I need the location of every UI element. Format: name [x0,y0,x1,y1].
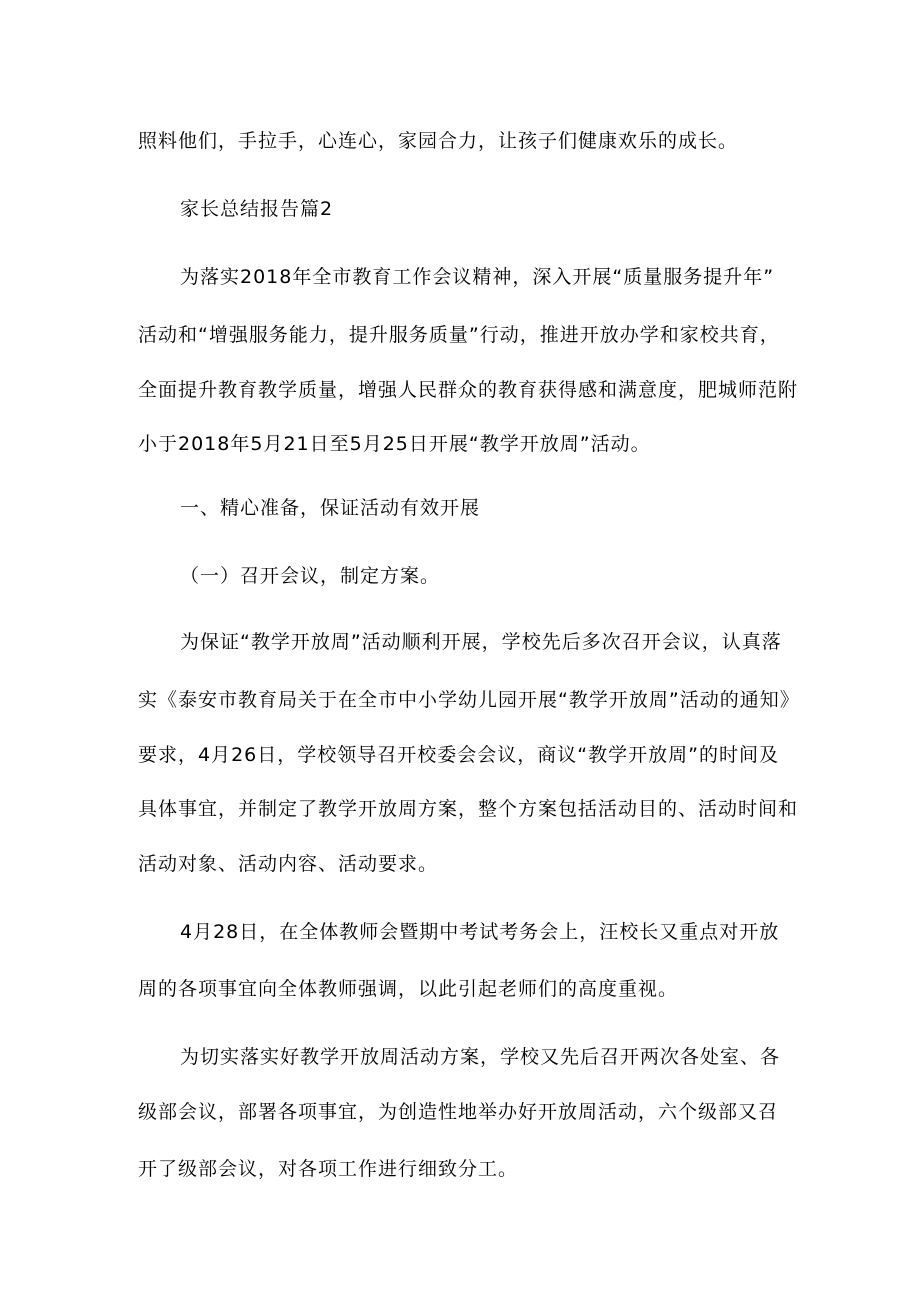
paragraph-line: 开了级部会议，对各项工作进行细致分工。 [138,1158,519,1180]
paragraph-line: 级部会议，部署各项事宜，为创造性地举办好开放周活动，六个级部又召 [138,1101,779,1123]
paragraph-line: 照料他们，手拉手，心连心，家园合力，让孩子们健康欢乐的成长。 [138,130,739,152]
paragraph-line: 为落实2018年全市教育工作会议精神，深入开展“质量服务提升年” [180,266,775,288]
paragraph-line: 小于2018年5月21日至5月25日开展“教学开放周”活动。 [138,433,651,455]
paragraph-line: 4月28日，在全体教师会暨期中考试考务会上，汪校长又重点对开放 [180,921,780,943]
paragraph-line: 周的各项事宜向全体教师强调，以此引起老师们的高度重视。 [138,978,679,1000]
heading-level-2: （一）召开会议，制定方案。 [180,565,441,587]
paragraph-line: 实《泰安市教育局关于在全市中小学幼儿园开展“教学开放周”活动的通知》 [138,689,800,711]
heading-level-1: 一、精心准备，保证活动有效开展 [180,497,481,519]
paragraph-line: 活动对象、活动内容、活动要求。 [138,853,439,875]
paragraph-line: 具体事宜，并制定了教学开放周方案，整个方案包括活动目的、活动时间和 [138,798,799,820]
paragraph-line: 全面提升教育教学质量，增强人民群众的教育获得感和满意度，肥城师范附 [138,379,799,401]
paragraph-line: 为切实落实好教学开放周活动方案，学校又先后召开两次各处室、各 [180,1046,781,1068]
paragraph-line: 活动和“增强服务能力，提升服务质量”行动，推进开放办学和家校共育， [138,324,780,346]
paragraph-line: 要求，4月26日，学校领导召开校委会会议，商议“教学开放周”的时间及 [138,744,779,766]
section-title: 家长总结报告篇2 [180,198,334,220]
paragraph-line: 为保证“教学开放周”活动顺利开展，学校先后多次召开会议，认真落 [180,631,782,653]
